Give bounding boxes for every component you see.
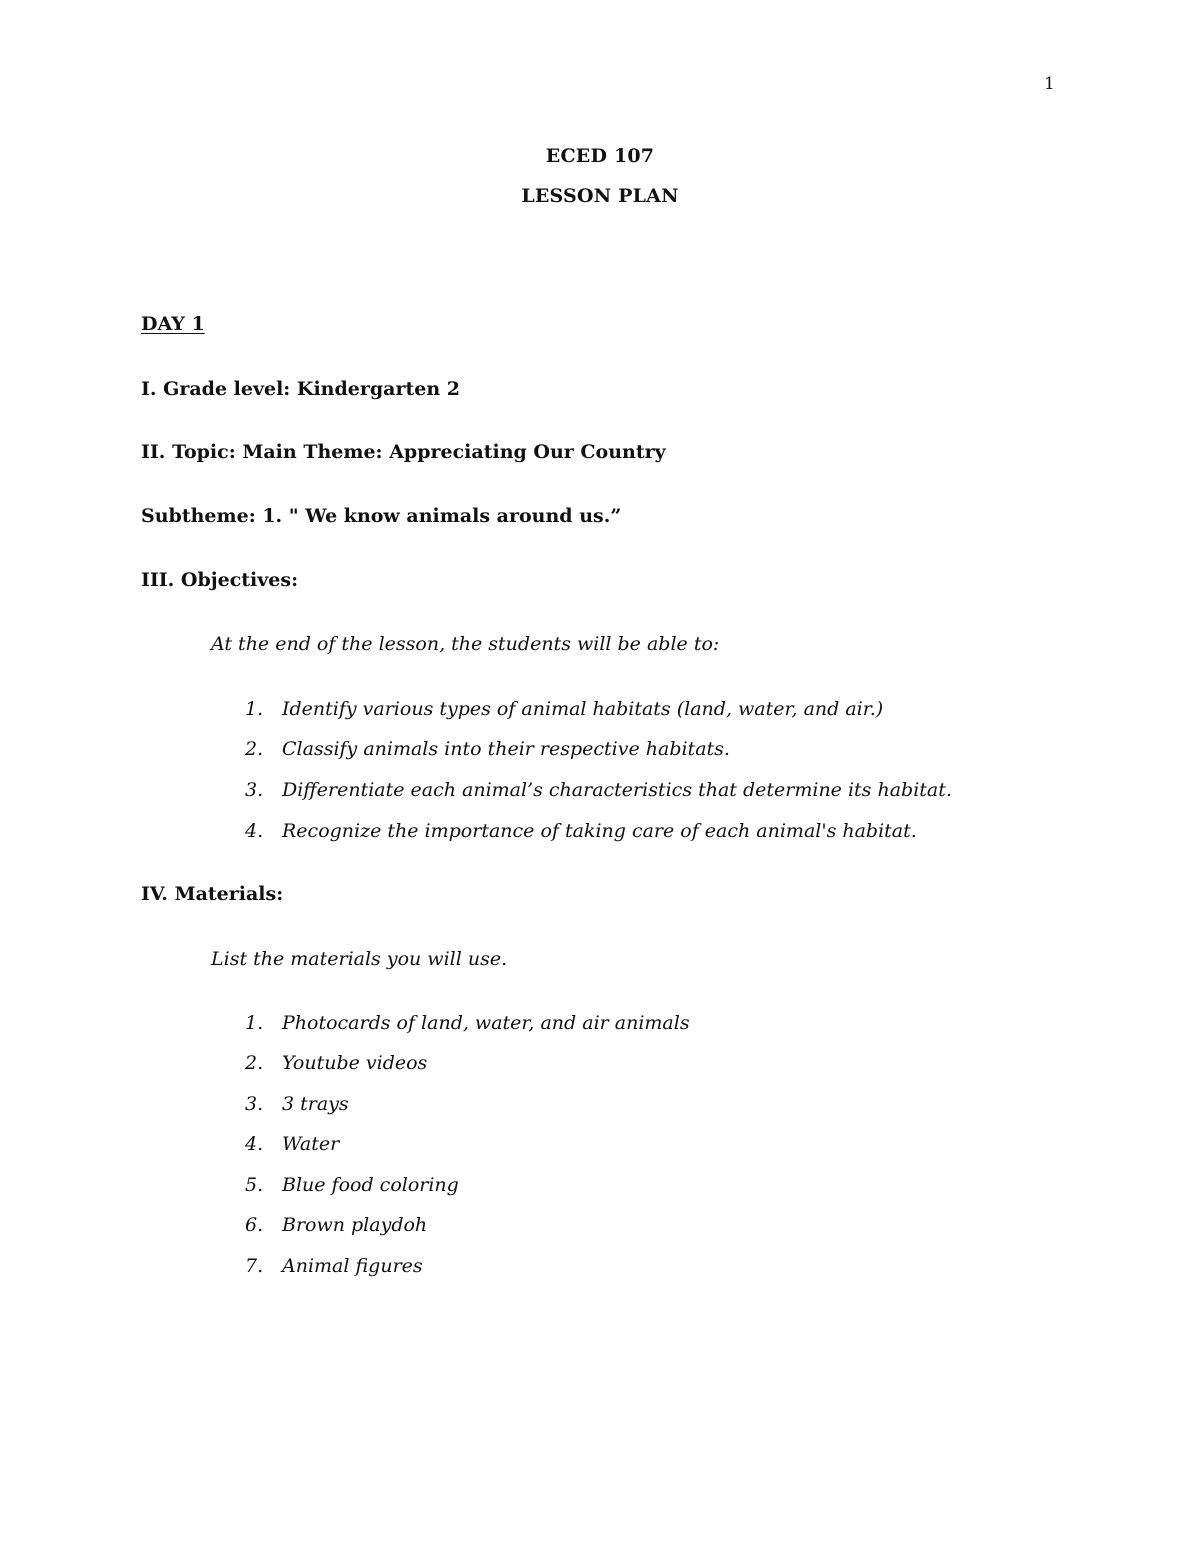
objectives-intro: At the end of the lesson, the students will be able to: <box>211 633 720 655</box>
material-text: 3 trays <box>282 1093 349 1115</box>
material-item <box>245 1174 459 1196</box>
materials-heading: IV. Materials: <box>141 883 284 905</box>
objective-item <box>245 779 952 801</box>
document-title: LESSON PLAN <box>521 185 679 207</box>
material-item <box>245 1214 427 1236</box>
material-item <box>245 1052 427 1074</box>
material-text: Animal figures <box>282 1255 423 1277</box>
objectives-heading: III. Objectives: <box>141 569 299 591</box>
material-item <box>245 1093 349 1115</box>
objective-number: 1. <box>245 698 264 720</box>
material-number: 1. <box>245 1012 264 1034</box>
objective-item <box>245 738 730 760</box>
material-item <box>245 1133 339 1155</box>
course-title: ECED 107 <box>545 145 655 167</box>
objective-number: 3. <box>245 779 264 801</box>
topic: II. Topic: Main Theme: Appreciating Our Country <box>141 441 666 463</box>
objective-text: Identify various types of animal habitats (land, water, and air.) <box>282 698 884 720</box>
objective-text: Recognize the importance of taking care of each animal's habitat. <box>282 820 917 842</box>
objective-text: Classify animals into their respective habitats. <box>282 738 730 760</box>
page-number: 1 <box>1044 74 1055 94</box>
material-text: Youtube videos <box>282 1052 428 1074</box>
objective-item <box>245 698 883 720</box>
subtheme: Subtheme: 1. " We know animals around us.” <box>141 505 622 527</box>
day-heading: DAY 1 <box>141 313 205 335</box>
material-text: Brown playdoh <box>282 1214 428 1236</box>
material-item <box>245 1012 690 1034</box>
grade-level: I. Grade level: Kindergarten 2 <box>141 378 460 400</box>
material-number: 2. <box>245 1052 264 1074</box>
material-item <box>245 1255 423 1277</box>
material-text: Blue food coloring <box>282 1174 459 1196</box>
material-text: Photocards of land, water, and air animals <box>282 1012 690 1034</box>
material-number: 7. <box>245 1255 264 1277</box>
objective-text: Differentiate each animal’s characteristics that determine its habitat. <box>282 779 952 801</box>
materials-intro: List the materials you will use. <box>211 948 508 970</box>
material-number: 4. <box>245 1133 264 1155</box>
material-number: 6. <box>245 1214 264 1236</box>
objective-number: 4. <box>245 820 264 842</box>
material-number: 3. <box>245 1093 264 1115</box>
objective-number: 2. <box>245 738 264 760</box>
material-number: 5. <box>245 1174 264 1196</box>
objective-item <box>245 820 917 842</box>
material-text: Water <box>282 1133 340 1155</box>
